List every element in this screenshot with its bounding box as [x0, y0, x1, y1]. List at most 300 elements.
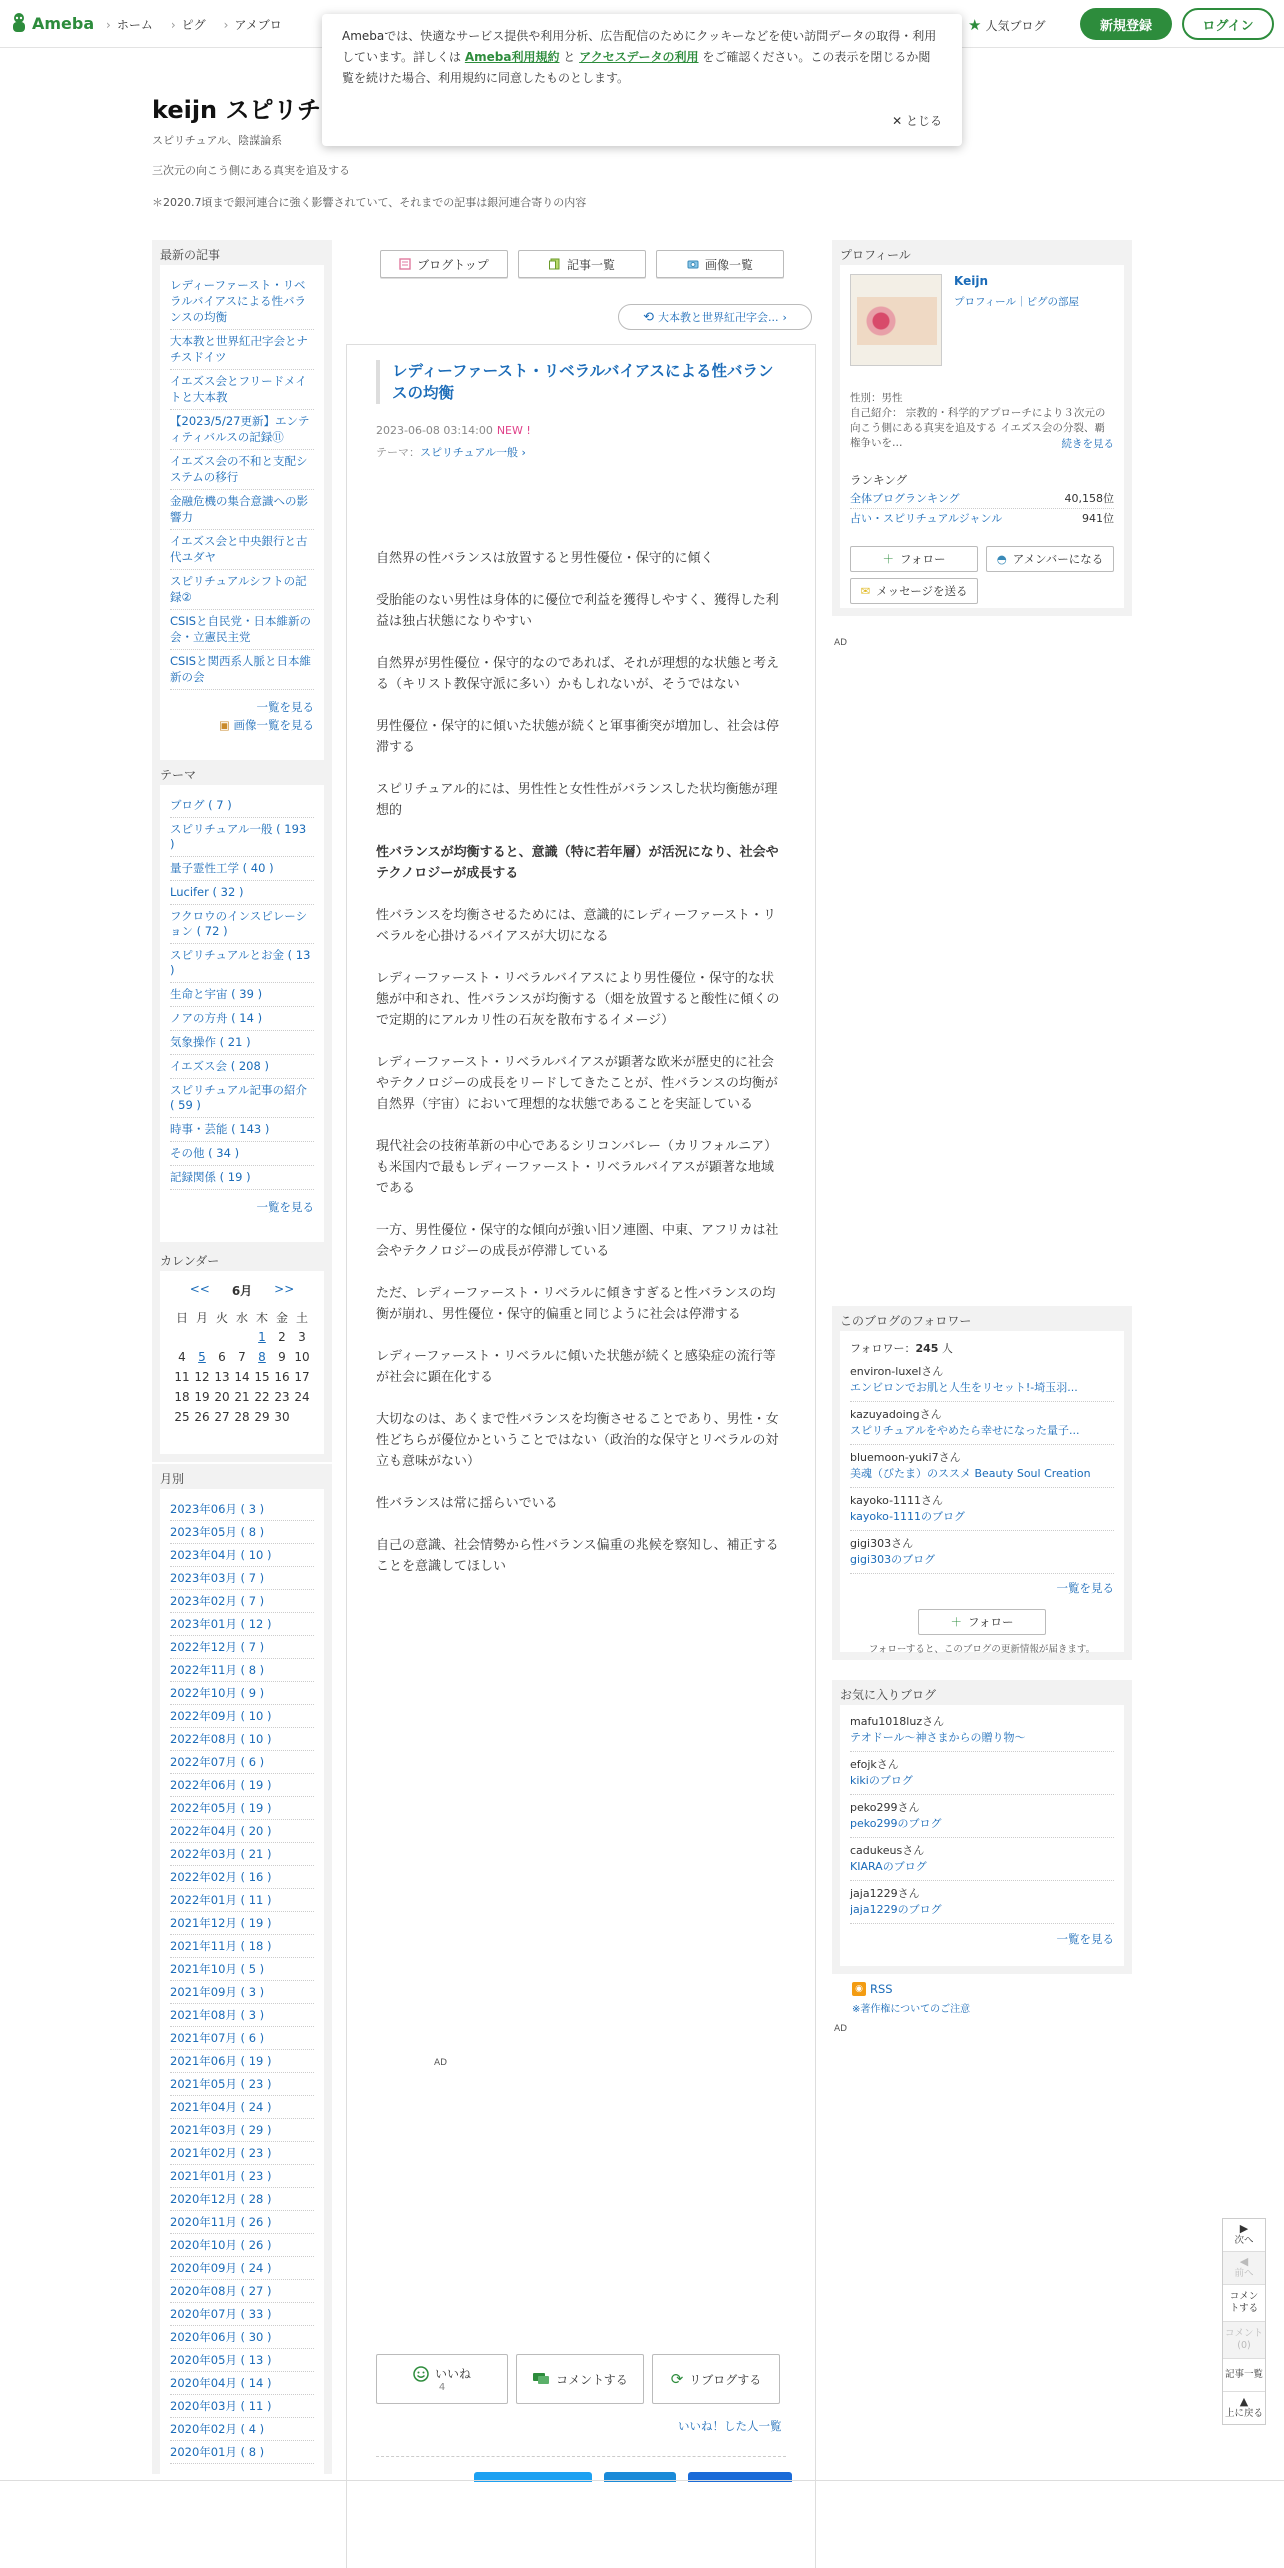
month-archive-link[interactable]: 2022年11月 ( 8 ): [170, 1659, 314, 1682]
footer-divider: [0, 2480, 1284, 2481]
article-paragraph: 性バランスを均衡させるためには、意識的にレディーファースト・リベラルを心掛けるバイアスが大切になる: [376, 908, 777, 944]
month-archive-link[interactable]: 2022年06月 ( 19 ): [170, 1774, 314, 1797]
ranking-2-value: 941位: [1082, 512, 1114, 525]
nav-home[interactable]: › ホーム: [106, 16, 153, 33]
calendar-day: 20: [214, 1390, 230, 1404]
cookie-text-2: をご確認ください。この表示を閉じるか閲覧を続けた場合、利用規約に同意したものとします。: [342, 50, 931, 85]
calendar-day: [192, 1327, 212, 1347]
calendar-next[interactable]: >>: [274, 1282, 295, 1296]
recent-article-link[interactable]: CSISと自民党・日本維新の会・立憲民主党: [170, 610, 314, 650]
month-archive-link[interactable]: 2021年07月 ( 6 ): [170, 2027, 314, 2050]
month-archive-link[interactable]: 2020年01月 ( 8 ): [170, 2441, 314, 2464]
article-body: [376, 548, 786, 1598]
article-actions: [376, 2354, 780, 2404]
blog-link[interactable]: kikiのブログ: [850, 1773, 1114, 1795]
article-paragraph: 一方、男性優位・保守的な傾向が強い旧ソ連圏、中東、アフリカは社会やテクノロジーの成長が停滞している: [376, 1223, 779, 1259]
calendar-weekday: 月: [195, 1310, 208, 1325]
next-post-link[interactable]: [618, 304, 812, 330]
blogger-name: peko299さん: [850, 1801, 920, 1814]
recent-articles-header: 最新の記事: [160, 240, 324, 266]
global-nav: [106, 16, 282, 33]
month-archive-link[interactable]: 2022年01月 ( 11 ): [170, 1889, 314, 1912]
camera-icon: [687, 258, 699, 270]
play-icon: ▶: [1239, 2222, 1249, 2235]
image-list-button[interactable]: [656, 250, 784, 278]
month-archive-link[interactable]: 2020年05月 ( 13 ): [170, 2349, 314, 2372]
calendar-day: 9: [278, 1350, 286, 1364]
calendar-day: 23: [274, 1390, 290, 1404]
reblog-button[interactable]: [652, 2354, 780, 2404]
followers-more-link[interactable]: 一覧を見る: [1056, 1581, 1114, 1595]
copyright-notice-link[interactable]: ※著作権についてのご注意: [852, 2004, 971, 2015]
article-paragraph: 男性優位・保守的に傾いた状態が続くと軍事衝突が増加し、社会は停滞する: [376, 719, 780, 755]
calendar-day: 10: [294, 1350, 310, 1364]
calendar-day: 7: [238, 1350, 246, 1364]
calendar-month: 6月: [231, 1284, 253, 1298]
month-archive-link[interactable]: 2023年06月 ( 3 ): [170, 1498, 314, 1521]
recent-articles-box: [152, 240, 332, 768]
up-arrow-icon: ▲: [1239, 2395, 1249, 2408]
image-list-label: 画像一覧: [704, 257, 753, 272]
monthly-list: [170, 1498, 314, 2464]
blog-entry: [850, 1800, 1114, 1838]
theme-link[interactable]: ブログ ( 7 ): [170, 794, 314, 818]
calendar-day: 21: [234, 1390, 250, 1404]
plus-icon: ＋: [882, 552, 895, 566]
cookie-terms-link[interactable]: Ameba利用規約: [464, 50, 560, 64]
recent-article-link[interactable]: イエズス会の不和と支配システムの移行: [170, 450, 314, 490]
profile-avatar[interactable]: [850, 274, 942, 366]
article-paragraph: 大切なのは、あくまで性バランスを均衡させることであり、男性・女性どちらが優位かということではない（政治的な保守とリベラルの対立も意味がない）: [376, 1412, 779, 1469]
month-archive-link[interactable]: 2020年04月 ( 14 ): [170, 2372, 314, 2395]
followers-box: [832, 1306, 1132, 1660]
next-label: 次へ: [1234, 2235, 1254, 2246]
blog-link[interactable]: KIARAのブログ: [850, 1859, 1114, 1881]
theme-link[interactable]: スピリチュアル記事の紹介 ( 59 ): [170, 1079, 314, 1118]
monthly-archive-box: [152, 1464, 332, 2474]
nav-pigg[interactable]: › ピグ: [171, 16, 206, 33]
blogger-name: bluemoon-yuki7さん: [850, 1451, 961, 1464]
calendar-day: [212, 1327, 232, 1347]
article-theme: [376, 444, 526, 460]
nav-ameblo[interactable]: › アメブロ: [224, 16, 282, 33]
image-more-label: 画像一覧を見る: [233, 718, 314, 732]
article-list-label: 記事一覧: [566, 257, 615, 272]
themes-header: テーマ: [160, 760, 324, 786]
calendar-header: カレンダー: [160, 1246, 324, 1272]
amember-label: アメンバーになる: [1012, 552, 1104, 566]
calendar-day: [172, 1327, 192, 1347]
chevron-right-icon: ›: [518, 446, 526, 459]
blogger-name: mafu1018luzさん: [850, 1715, 945, 1728]
next-post-title: 大本教と世界紅卍字会...: [658, 311, 779, 324]
month-archive-link[interactable]: 2020年06月 ( 30 ): [170, 2326, 314, 2349]
popular-blog-link[interactable]: [968, 16, 1045, 34]
month-archive-link[interactable]: 2022年04月 ( 20 ): [170, 1820, 314, 1843]
comment-button[interactable]: [516, 2354, 644, 2404]
article-paragraph: 自己の意識、社会情勢から性バランス偏重の兆候を察知し、補正することを意識してほしい: [376, 1538, 779, 1574]
ameba-logo-text: Ameba: [32, 13, 95, 33]
blog-link[interactable]: テオドール〜神さまからの贈り物〜: [850, 1730, 1114, 1752]
blogger-name: efojkさん: [850, 1758, 899, 1771]
themes-list: [170, 794, 314, 1190]
theme-link[interactable]: 時事・芸能 ( 143 ): [170, 1118, 314, 1142]
profile-box: [832, 240, 1132, 616]
article-theme-label: テーマ：: [376, 446, 420, 459]
blog-description: スピリチュアル、陰謀論系: [152, 134, 283, 147]
month-archive-link[interactable]: 2021年09月 ( 3 ): [170, 1981, 314, 2004]
blogger-name: kayoko-1111さん: [850, 1494, 944, 1507]
star-icon: ★: [968, 16, 982, 34]
plus-icon: ＋: [950, 1615, 963, 1629]
month-archive-link[interactable]: 2021年04月 ( 24 ): [170, 2096, 314, 2119]
month-archive-link[interactable]: 2020年10月 ( 26 ): [170, 2234, 314, 2257]
calendar-day: 19: [194, 1390, 210, 1404]
prev-article-button[interactable]: [1223, 2252, 1265, 2285]
new-badge: NEW !: [496, 424, 531, 437]
rss-link[interactable]: [852, 1982, 893, 1996]
calendar-weekday: 日: [175, 1310, 188, 1325]
prev-label: 前へ: [1234, 2268, 1254, 2279]
blog-top-buttons: [380, 250, 784, 278]
image-icon: ▣: [218, 718, 234, 732]
calendar-day: 15: [254, 1370, 270, 1384]
follower-list: [850, 1364, 1114, 1574]
calendar-weekday: 土: [295, 1310, 308, 1325]
rss-label: RSS: [870, 1982, 893, 1996]
calendar-day: 27: [214, 1410, 230, 1424]
blog-subtitle-1: 三次元の向こう側にある真実を追及する: [152, 164, 350, 177]
rss-icon: ◉: [852, 1982, 866, 1996]
article-theme-link[interactable]: スピリチュアル一般: [420, 446, 519, 459]
ranking-label: ランキング: [850, 473, 908, 487]
profile-follow-button[interactable]: [850, 546, 978, 572]
blog-link[interactable]: スピリチュアルをやめたら幸せになった量子...: [850, 1423, 1114, 1445]
chevron-right-icon: ›: [782, 310, 787, 324]
like-button[interactable]: [376, 2354, 508, 2404]
top-label: 上に戻る: [1224, 2408, 1263, 2419]
cookie-and: と: [559, 50, 580, 64]
back-icon: ◀: [1239, 2255, 1249, 2268]
blog-subtitle-2: ＊2020.7頃まで銀河連合に強く影響されていて、それまでの記事は銀河連合寄りの内容: [152, 196, 587, 209]
month-archive-link[interactable]: 2021年05月 ( 23 ): [170, 2073, 314, 2096]
calendar-prev[interactable]: <<: [189, 1282, 210, 1296]
month-archive-link[interactable]: 2020年12月 ( 28 ): [170, 2188, 314, 2211]
sidenav-comment-count[interactable]: [1223, 2322, 1265, 2359]
ranking-1-value: 40,158位: [1064, 492, 1114, 505]
calendar-weekday: 木: [255, 1310, 268, 1325]
amember-icon: ◓: [996, 552, 1007, 566]
calendar-day: 17: [294, 1370, 310, 1384]
blog-entry: [850, 1407, 1114, 1445]
month-archive-link[interactable]: 2022年07月 ( 6 ): [170, 1751, 314, 1774]
blog-link[interactable]: jaja1229のブログ: [850, 1902, 1114, 1924]
theme-link[interactable]: 生命と宇宙 ( 39 ): [170, 983, 314, 1007]
recent-article-link[interactable]: CSISと関西系人脈と日本維新の会: [170, 650, 314, 690]
recent-article-link[interactable]: イエズス会とフリードメイトと大本教: [170, 370, 314, 410]
calendar-day: 4: [178, 1350, 186, 1364]
month-archive-link[interactable]: 2022年05月 ( 19 ): [170, 1797, 314, 1820]
image-more-link[interactable]: [170, 716, 314, 734]
calendar-day: 12: [194, 1370, 210, 1384]
back-to-top-button[interactable]: [1223, 2392, 1265, 2424]
theme-link[interactable]: 量子霊性工学 ( 40 ): [170, 857, 314, 881]
popular-blog-label: 人気ブログ: [985, 18, 1046, 33]
ad-label: AD: [834, 2024, 848, 2034]
recent-article-link[interactable]: 大本教と世界紅卍字会とナチスドイツ: [170, 330, 314, 370]
cookie-close-button[interactable]: [892, 111, 942, 132]
smile-icon: [413, 2366, 429, 2382]
article-paragraph: 自然界の性バランスは放置すると男性優位・保守的に傾く: [376, 551, 714, 566]
calendar-day: 28: [234, 1410, 250, 1424]
calendar-weekday: 水: [235, 1310, 248, 1325]
calendar-day: 30: [274, 1410, 290, 1424]
month-archive-link[interactable]: 2020年11月 ( 26 ): [170, 2211, 314, 2234]
theme-link[interactable]: 記録関係 ( 19 ): [170, 1166, 314, 1190]
article-title[interactable]: レディーファースト・リベラルバイアスによる性バランスの均衡: [376, 360, 786, 404]
share-divider: [376, 2456, 786, 2457]
month-archive-link[interactable]: 2023年05月 ( 8 ): [170, 1521, 314, 1544]
ranking-2-name[interactable]: 占い・スピリチュアルジャンル: [850, 512, 1003, 525]
month-archive-link[interactable]: 2023年04月 ( 10 ): [170, 1544, 314, 1567]
like-count: 4: [438, 2382, 446, 2393]
follower-count-label: フォロワー：: [850, 1342, 916, 1355]
article-paragraph: ただ、レディーファースト・リベラルに傾きすぎると性バランスの均衡が崩れ、男性優位・保守的偏重と同じように社会は停滞する: [376, 1286, 776, 1322]
close-icon: ✕: [892, 114, 906, 128]
recent-article-link[interactable]: レディーファースト・リベラルバイアスによる性バランスの均衡: [170, 274, 314, 330]
calendar-day: 29: [254, 1410, 270, 1424]
blog-entry: [850, 1493, 1114, 1531]
theme-link[interactable]: スピリチュアルとお金 ( 13 ): [170, 944, 314, 983]
profile-name[interactable]: Keijn: [954, 274, 988, 288]
send-message-button[interactable]: [850, 578, 978, 604]
calendar-day: 18: [174, 1390, 190, 1404]
follower-count-value: 245: [915, 1342, 939, 1355]
calendar-day[interactable]: 5: [198, 1350, 206, 1364]
calendar-day: 25: [174, 1410, 190, 1424]
favorites-more-link[interactable]: 一覧を見る: [1056, 1932, 1114, 1946]
favorite-blogs-box: [832, 1680, 1132, 1974]
profile-intro-more[interactable]: 続きを見る: [1061, 438, 1114, 450]
ad-label: AD: [434, 2058, 448, 2068]
calendar-day[interactable]: 8: [258, 1350, 266, 1364]
article-paragraph: レディーファースト・リベラルバイアスが顕著な欧米が歴史的に社会やテクノロジーの成長をリードしてきたことが、性バランスの均衡が自然界（宇宙）において理想的な状態であることを実証している: [376, 1055, 778, 1112]
theme-link[interactable]: フクロウのインスピレーション ( 72 ): [170, 905, 314, 944]
reblog-icon: ⟳: [670, 2370, 684, 2388]
blog-entry: [850, 1886, 1114, 1924]
blogger-name: cadukeusさん: [850, 1844, 925, 1857]
blogger-name: kazuyadoingさん: [850, 1408, 942, 1421]
mail-icon: ✉: [860, 584, 871, 598]
blog-link[interactable]: 美魂（びたま）のススメ Beauty Soul Creation: [850, 1466, 1114, 1488]
blog-link[interactable]: エンビロンでお肌と人生をリセット!-埼玉羽...: [850, 1380, 1114, 1402]
follow-note: フォローすると、このブログの更新情報が届きます。: [868, 1644, 1096, 1655]
calendar-day: 24: [294, 1390, 310, 1404]
theme-link[interactable]: イエズス会 ( 208 ): [170, 1055, 314, 1079]
calendar-week: [172, 1387, 312, 1407]
calendar-day: [292, 1407, 312, 1427]
calendar-day[interactable]: 1: [258, 1330, 266, 1344]
month-archive-link[interactable]: 2021年03月 ( 29 ): [170, 2119, 314, 2142]
theme-link[interactable]: ノアの方舟 ( 14 ): [170, 1007, 314, 1031]
cookie-text-1: Amebaでは、快適なサービス提供や利用分析、広告配信のためにクッキーなどを使い訪問データの取得・利用しています。詳しくは: [342, 29, 937, 64]
blogger-name: gigi303さん: [850, 1537, 914, 1550]
blogger-name: environ-luxelさん: [850, 1365, 944, 1378]
sidenav-comment-count-label: コメント(0): [1225, 2328, 1264, 2351]
calendar-week: [172, 1327, 312, 1347]
signup-button[interactable]: 新規登録: [1080, 8, 1172, 40]
month-archive-link[interactable]: 2022年03月 ( 21 ): [170, 1843, 314, 1866]
likers-link[interactable]: いいね！した人一覧: [678, 2419, 782, 2433]
reblog-label: リブログする: [689, 2372, 762, 2387]
cookie-access-link[interactable]: アクセスデータの利用: [579, 50, 699, 64]
comment-icon: [532, 2372, 550, 2386]
month-archive-link[interactable]: 2020年02月 ( 4 ): [170, 2418, 314, 2441]
profile-header: プロフィール: [840, 240, 1124, 266]
document-icon: [549, 258, 561, 270]
article-date: [376, 424, 531, 437]
calendar-grid: [172, 1307, 312, 1427]
article-paragraph: 受胎能のない男性は身体的に優位で利益を獲得しやすく、獲得した利益は独占状態になりやすい: [376, 593, 779, 629]
recent-article-link[interactable]: イエズス会と中央銀行と古代ユダヤ: [170, 530, 314, 570]
month-archive-link[interactable]: 2022年09月 ( 10 ): [170, 1705, 314, 1728]
ad-label: AD: [834, 638, 848, 648]
month-archive-link[interactable]: 2022年08月 ( 10 ): [170, 1728, 314, 1751]
cookie-close-label: とじる: [905, 114, 942, 128]
ranking-1-name[interactable]: 全体ブログランキング: [850, 492, 960, 505]
blog-link[interactable]: peko299のブログ: [850, 1816, 1114, 1838]
calendar-nav: [170, 1282, 314, 1299]
month-archive-link[interactable]: 2020年07月 ( 33 ): [170, 2303, 314, 2326]
recent-articles-list: [170, 274, 314, 690]
cookie-notice: [322, 14, 962, 146]
followers-header: このブログのフォロワー: [840, 1306, 1124, 1332]
theme-link[interactable]: スピリチュアル一般 ( 193 ): [170, 818, 314, 857]
article-paragraph: 自然界が男性優位・保守的なのであれば、それが理想的な状態と考える（キリスト教保守派に多い）かもしれないが、そうではない: [376, 656, 780, 692]
month-archive-link[interactable]: 2020年08月 ( 27 ): [170, 2280, 314, 2303]
profile-links[interactable]: プロフィール｜ピグの部屋: [954, 296, 1079, 308]
theme-link[interactable]: 気象操作 ( 21 ): [170, 1031, 314, 1055]
calendar-day: 26: [194, 1410, 210, 1424]
article-paragraph: 性バランスは常に揺らいでいる: [376, 1496, 558, 1511]
profile-intro: 自己紹介： 宗教的・科学的アプローチにより３次元の向こう側にある真実を追及する イエズス会の分裂、覇権争いを…: [850, 407, 1106, 449]
article-paragraph: 性バランスが均衡すると、意識（特に若年層）が活況になり、社会やテクノロジーが成長する: [376, 845, 779, 881]
article-paragraph: スピリチュアル的には、男性性と女性性がバランスした状均衡態が理想的: [376, 782, 778, 818]
article-paragraph: 現代社会の技術革新の中心であるシリコンバレー（カリフォルニア）も米国内で最もレディーファースト・リベラルバイアスが顕著な地域である: [376, 1139, 778, 1196]
calendar-day: 13: [214, 1370, 230, 1384]
next-article-button[interactable]: [1223, 2219, 1265, 2252]
sidenav-list-label: 記事一覧: [1225, 2369, 1264, 2380]
followers-follow-label: フォロー: [968, 1615, 1014, 1629]
profile-gender: 性別：男性: [850, 392, 903, 404]
calendar-weekday-row: [172, 1307, 312, 1327]
month-archive-link[interactable]: 2022年02月 ( 16 ): [170, 1866, 314, 1889]
recent-article-link[interactable]: 金融危機の集合意識への影響力: [170, 490, 314, 530]
blog-link[interactable]: gigi303のブログ: [850, 1552, 1114, 1574]
amember-button[interactable]: [986, 546, 1114, 572]
blog-top-button[interactable]: [380, 250, 508, 278]
login-button[interactable]: ログイン: [1182, 8, 1274, 40]
theme-link[interactable]: その他 ( 34 ): [170, 1142, 314, 1166]
theme-link[interactable]: Lucifer ( 32 ): [170, 881, 314, 905]
followers-follow-button[interactable]: [918, 1609, 1046, 1635]
follower-count-unit: 人: [941, 1342, 953, 1355]
recent-article-link[interactable]: 【2023/5/27更新】エンティティバルスの記録⑪: [170, 410, 314, 450]
month-archive-link[interactable]: 2022年12月 ( 7 ): [170, 1636, 314, 1659]
blog-icon: [399, 258, 411, 270]
recent-article-link[interactable]: スピリチュアルシフトの記録②: [170, 570, 314, 610]
month-archive-link[interactable]: 2021年02月 ( 23 ): [170, 2142, 314, 2165]
month-archive-link[interactable]: 2021年01月 ( 23 ): [170, 2165, 314, 2188]
blog-top-label: ブログトップ: [417, 257, 489, 272]
profile-follow-label: フォロー: [900, 552, 946, 566]
blog-entry: [850, 1714, 1114, 1752]
themes-more-link[interactable]: 一覧を見る: [256, 1200, 314, 1214]
calendar-week: [172, 1407, 312, 1427]
recent-more-link[interactable]: 一覧を見る: [256, 700, 314, 714]
calendar-weekday: 火: [215, 1310, 228, 1325]
blog-entry: [850, 1757, 1114, 1795]
calendar-day: [232, 1327, 252, 1347]
ranking-row-1: [850, 490, 1114, 509]
blog-entry: [850, 1536, 1114, 1574]
blog-entry: [850, 1450, 1114, 1488]
calendar-week: [172, 1347, 312, 1367]
calendar-day: 22: [254, 1390, 270, 1404]
themes-box: [152, 760, 332, 1250]
follower-count: [850, 1340, 1114, 1356]
calendar-day: 3: [298, 1330, 306, 1344]
calendar-day: 2: [278, 1330, 286, 1344]
article-paragraph: レディーファースト・リベラルバイアスにより男性優位・保守的な状態が中和され、性バランスが均衡する（畑を放置すると酸性に傾くので定期的にアルカリ性の石灰を散布するイメージ）: [376, 971, 780, 1028]
calendar-day: 16: [274, 1370, 290, 1384]
monthly-header: 月別: [160, 1464, 324, 1490]
month-archive-link[interactable]: 2023年02月 ( 7 ): [170, 1590, 314, 1613]
blog-title[interactable]: keijn スピリチ: [152, 96, 322, 124]
month-archive-link[interactable]: 2021年08月 ( 3 ): [170, 2004, 314, 2027]
blog-entry: [850, 1364, 1114, 1402]
like-label: いいね: [434, 2367, 471, 2381]
month-archive-link[interactable]: 2020年09月 ( 24 ): [170, 2257, 314, 2280]
calendar-day: 14: [234, 1370, 250, 1384]
calendar-weekday: 金: [275, 1310, 288, 1325]
sidenav-comment-button[interactable]: [1223, 2285, 1265, 2322]
comment-label: コメントする: [556, 2372, 628, 2387]
month-archive-link[interactable]: 2021年11月 ( 18 ): [170, 1935, 314, 1958]
ameba-logo[interactable]: [10, 12, 94, 34]
month-archive-link[interactable]: 2020年03月 ( 11 ): [170, 2395, 314, 2418]
month-archive-link[interactable]: 2021年06月 ( 19 ): [170, 2050, 314, 2073]
favorites-header: お気に入りブログ: [840, 1680, 1124, 1706]
month-archive-link[interactable]: 2023年01月 ( 12 ): [170, 1613, 314, 1636]
refresh-icon: ⟲: [643, 309, 654, 325]
calendar-box: [152, 1246, 332, 1462]
sidenav-list-button[interactable]: [1223, 2359, 1265, 2392]
article-list-button[interactable]: [518, 250, 646, 278]
month-archive-link[interactable]: 2021年12月 ( 19 ): [170, 1912, 314, 1935]
month-archive-link[interactable]: 2021年10月 ( 5 ): [170, 1958, 314, 1981]
calendar-day: 6: [218, 1350, 226, 1364]
article-paragraph: レディーファースト・リベラルに傾いた状態が続くと感染症の流行等が社会に顕在化する: [376, 1349, 776, 1385]
blogger-name: jaja1229さん: [850, 1887, 920, 1900]
month-archive-link[interactable]: 2023年03月 ( 7 ): [170, 1567, 314, 1590]
blog-link[interactable]: kayoko-1111のブログ: [850, 1509, 1114, 1531]
blog-entry: [850, 1843, 1114, 1881]
favorite-list: [850, 1714, 1114, 1924]
month-archive-link[interactable]: 2022年10月 ( 9 ): [170, 1682, 314, 1705]
ameba-logo-icon: [10, 12, 28, 34]
calendar-week: [172, 1367, 312, 1387]
